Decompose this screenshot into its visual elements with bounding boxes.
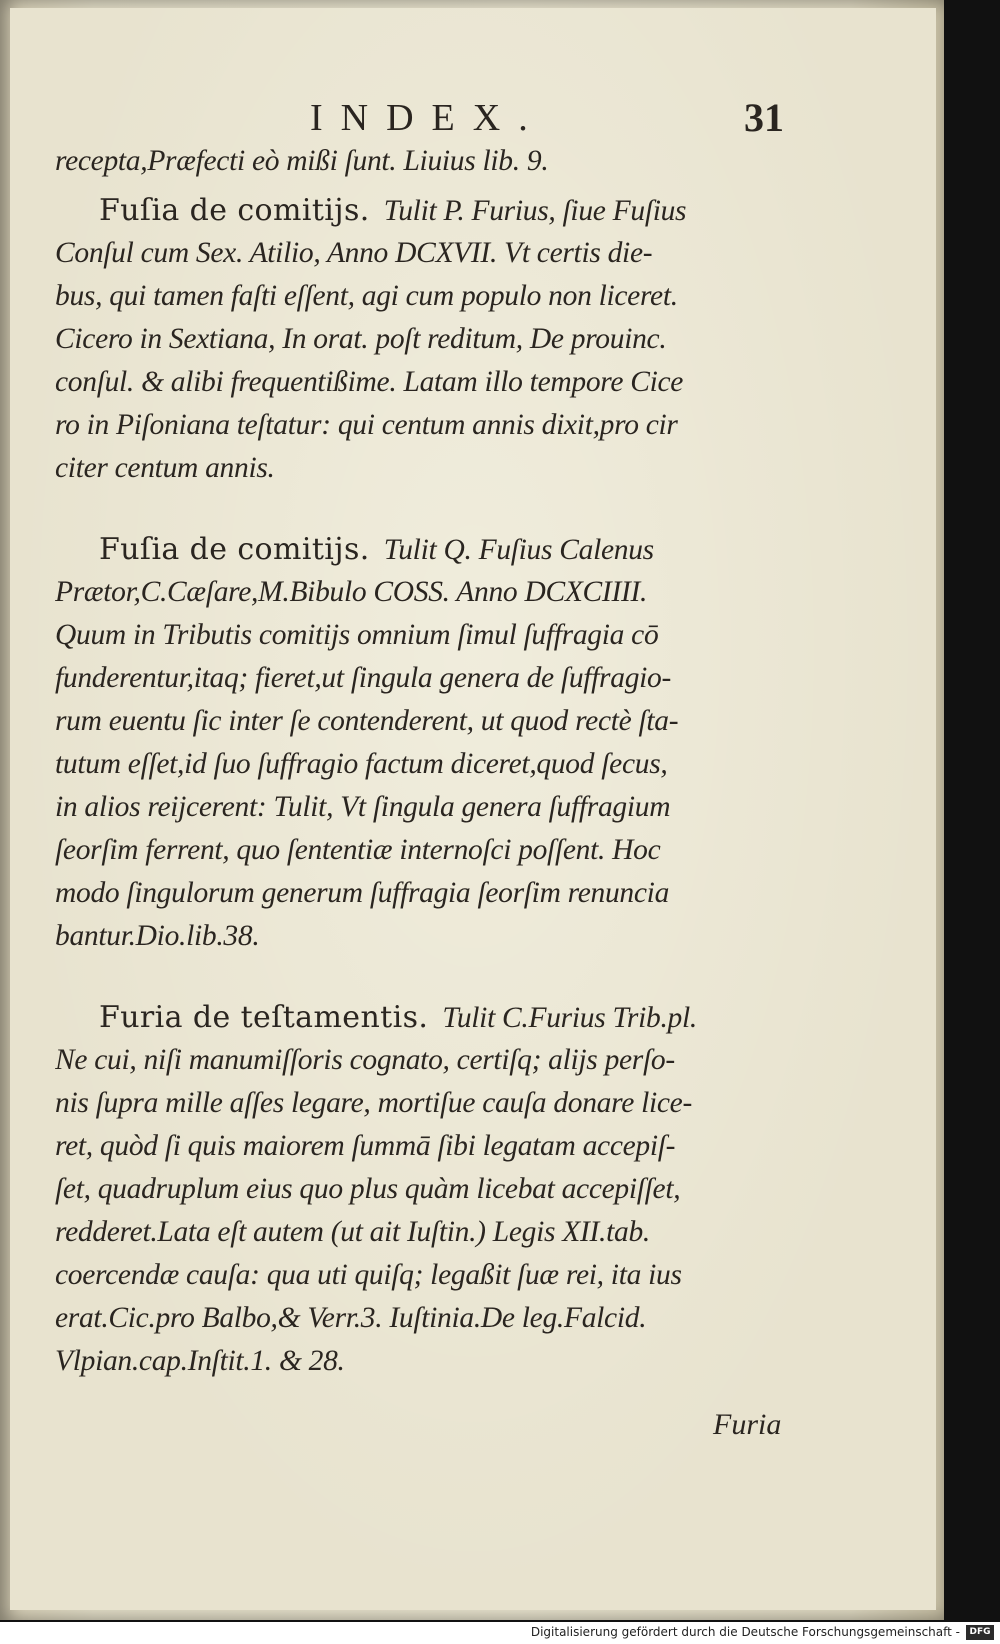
entry-line: ſeorſim ferrent, quo ſententiæ internoſci poſſent. Hoc (55, 834, 661, 866)
entry-lemma: Furia de teſtamentis. (99, 1000, 429, 1035)
entry-line: conſul. & alibi frequentißime. Latam illo tempore Cice (55, 366, 684, 398)
entry-line: tutum eſſet,id ſuo ſuffragio factum diceret,quod ſecus, (55, 748, 668, 780)
page-title: INDEX. (310, 97, 546, 139)
index-entry-furia (55, 996, 800, 1383)
entry-line: rum euentu ſic inter ſe contenderent, ut quod rectè ſta- (55, 705, 679, 737)
entry-line: bus, qui tamen faſti eſſent, agi cum populo non liceret. (55, 280, 678, 312)
entry-line: nis ſupra mille aſſes legare, mortiſue cauſa donare lice- (55, 1087, 692, 1119)
funding-credit: Digitalisierung gefördert durch die Deutsche Forschungsgemeinschaft - (530, 1625, 960, 1639)
entry-line: coercendæ cauſa: qua uti quiſq; legaßit ſuæ rei, ita ius (55, 1259, 682, 1291)
entry-line: Vlpian.cap.Inſtit.1. & 28. (55, 1345, 345, 1377)
entry-lemma: Fuſia de comitijs. (99, 532, 370, 567)
entry-line: bantur.Dio.lib.38. (55, 920, 260, 952)
entry-line: erat.Cic.pro Balbo,& Verr.3. Iuſtinia.De leg.Falcid. (55, 1302, 647, 1334)
entry-line: modo ſingulorum generum ſuffragia ſeorſim renuncia (55, 877, 670, 909)
digitization-footer (0, 1622, 1000, 1644)
entry-line: ro in Piſoniana teſtatur: qui centum annis dixit,pro cir (55, 409, 678, 441)
entry-line: Ne cui, niſi manumiſſoris cognato, certiſq; alijs perſo- (55, 1044, 675, 1076)
entry-line: Cicero in Sextiana, In orat. poſt reditum, De prouinc. (55, 323, 667, 355)
entry-line: Prætor,C.Cæſare,M.Bibulo COSS. Anno DCXCIIII. (55, 576, 648, 608)
page-number: 31 (744, 95, 784, 140)
entry-lemma: Fuſia de comitijs. (99, 193, 370, 228)
entry-line: ret, quòd ſi quis maiorem ſummā ſibi legatam accepiſ- (55, 1130, 676, 1162)
entry-line: ſet, quadruplum eius quo plus quàm licebat accepiſſet, (55, 1173, 681, 1205)
entry-line: Furia de teſtamentis. Tulit C.Furius Trib.pl. (99, 1000, 697, 1035)
entry-line: Quum in Tributis comitijs omnium ſimul ſuffragia cō (55, 619, 659, 651)
page-content (55, 140, 800, 1383)
index-entry-fusia-1 (55, 189, 800, 490)
entry-line: redderet.Lata eſt autem (ut ait Iuſtin.) Legis XII.tab. (55, 1216, 650, 1248)
entry-line: in alios reijcerent: Tulit, Vt ſingula genera ſuffragium (55, 791, 671, 823)
index-entry-fusia-2 (55, 528, 800, 958)
entry-line: Fuſia de comitijs. Tulit P. Furius, ſiue Fuſius (99, 193, 687, 228)
entry-line: citer centum annis. (55, 452, 275, 484)
opening-line: recepta,Præfecti eò mißi ſunt. Liuius lib. 9. (55, 145, 549, 177)
running-head (10, 95, 936, 140)
catchword: Furia (713, 1408, 782, 1441)
entry-line: Fuſia de comitijs. Tulit Q. Fuſius Calenus (99, 532, 654, 567)
entry-line: funderentur,itaq; fieret,ut ſingula genera de ſuffragio- (55, 662, 672, 694)
entry-line: Conſul cum Sex. Atilio, Anno DCXVII. Vt certis die- (55, 237, 653, 269)
book-page (10, 8, 936, 1610)
dfg-logo-icon: DFG (966, 1625, 994, 1640)
